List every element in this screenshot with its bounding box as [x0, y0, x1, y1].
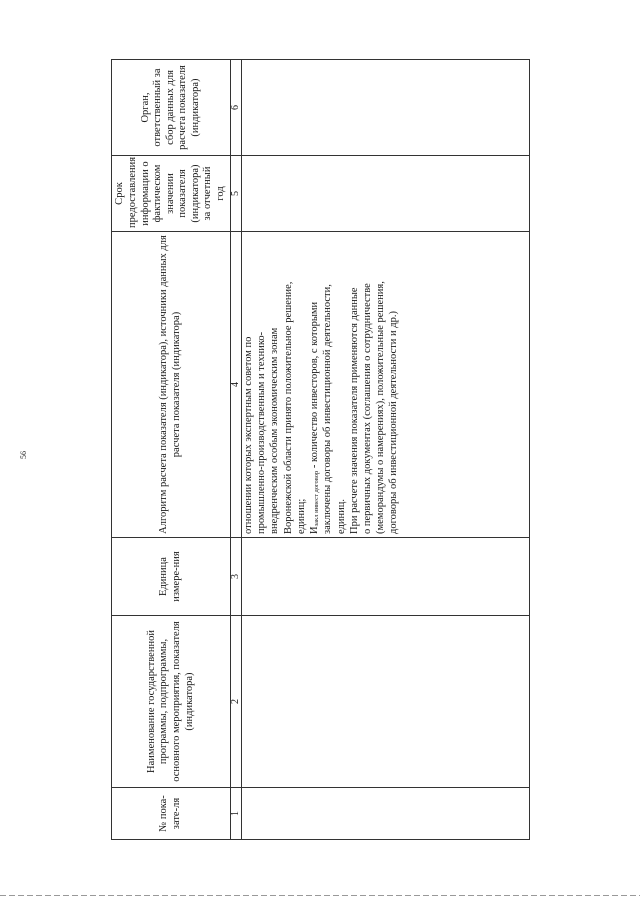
- formula-subscript: закл инвест договор: [313, 470, 321, 527]
- algorithm-line: Воронежской области принято положительное решение,: [282, 281, 294, 534]
- header-responsible-body: Орган, ответственный за сбор данных для расчета показателя (индикатора): [112, 60, 231, 156]
- column-number: 4: [231, 232, 242, 538]
- header-unit: Единица измере-ния: [112, 538, 231, 616]
- algorithm-line: единиц.: [335, 499, 347, 534]
- formula-description: - количество инвесторов, с которыми: [309, 301, 321, 471]
- indicator-table: [111, 59, 530, 840]
- header-program-name: Наименование государственной программы, подпрограммы, основного мероприятия, показателя (индикатора): [112, 616, 231, 788]
- cell-indicator-number: [242, 788, 530, 840]
- formula-line: [308, 235, 321, 534]
- algorithm-line: единиц;: [295, 498, 307, 534]
- algorithm-line: промышленно-производственным и технико-: [256, 331, 268, 534]
- cell-deadline: [242, 156, 530, 232]
- algorithm-line: При расчете значения показателя применяются данные: [348, 287, 360, 534]
- column-number: 2: [231, 616, 242, 788]
- algorithm-line: о первичных документах (соглашения о сотрудничестве: [361, 283, 373, 534]
- formula-symbol: И: [309, 526, 321, 534]
- cell-algorithm: [242, 232, 530, 538]
- column-number: 3: [231, 538, 242, 616]
- header-algorithm: Алгоритм расчета показателя (индикатора), источники данных для расчета показателя (индикатора): [112, 232, 231, 538]
- algorithm-line: заключены договоры об инвестиционной деятельности,: [322, 284, 334, 534]
- header-indicator-number: № пока-зате-ля: [112, 788, 231, 840]
- column-number: 6: [231, 60, 242, 156]
- algorithm-line: отношении которых экспертным советом по: [243, 336, 254, 534]
- header-deadline: Срок предоставления информации о фактическом значении показателя (индикатора) за отчетный год: [112, 156, 231, 232]
- algorithm-line: договоры об инвестиционной деятельности и др.): [388, 310, 400, 534]
- cell-unit: [242, 538, 530, 616]
- column-number: 5: [231, 156, 242, 232]
- rotated-table-wrapper: [111, 60, 530, 840]
- algorithm-line: (меморандумы о намерениях), положительные решения,: [375, 281, 387, 534]
- bottom-dashed-rule: [0, 895, 640, 896]
- page-number: 56: [19, 451, 28, 459]
- cell-responsible-body: [242, 60, 530, 156]
- column-number: 1: [231, 788, 242, 840]
- algorithm-line: внедренческим особым экономическим зонам: [269, 327, 281, 534]
- cell-program-name: [242, 616, 530, 788]
